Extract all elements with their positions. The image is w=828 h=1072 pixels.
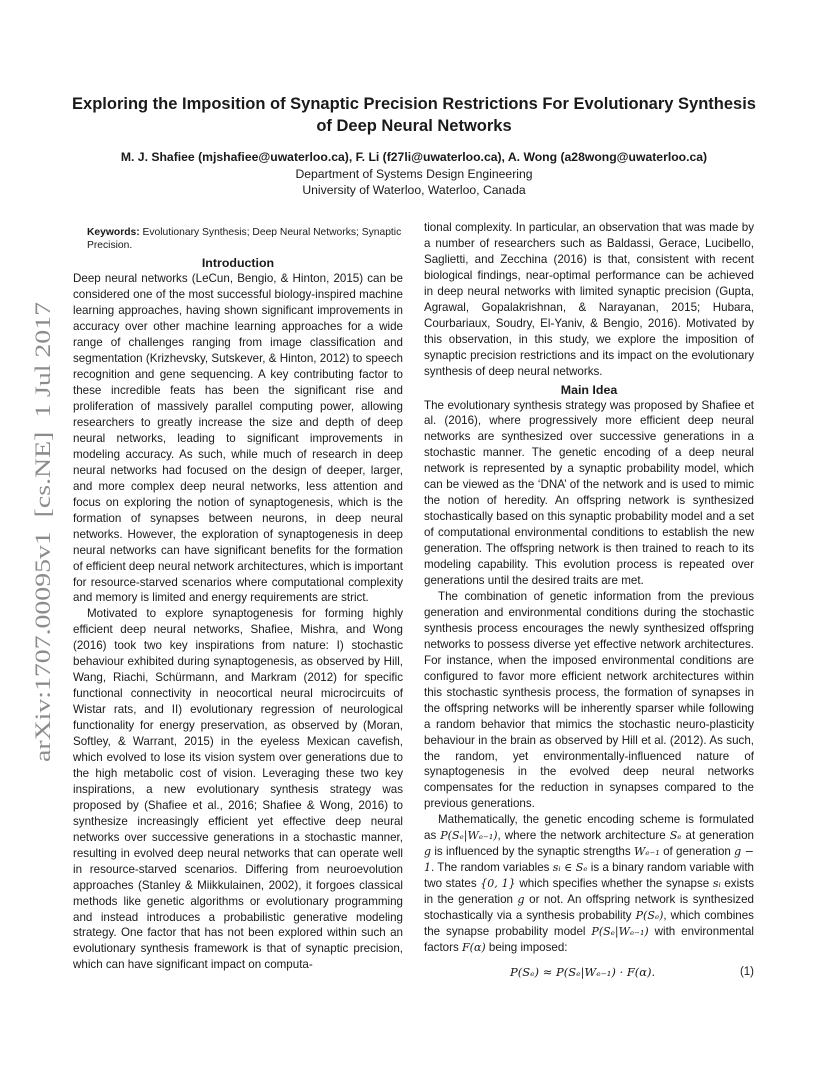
math: P(Sₑ|Wₑ₋₁) [440, 829, 498, 843]
affiliation-university: University of Waterloo, Waterloo, Canada [302, 183, 526, 197]
keywords-label: Keywords: [87, 227, 140, 238]
paragraph: Motivated to explore synaptogenesis for forming highly efficient deep neural networks, Shafiee, Mishra, and Wong (2016) took two key inspirations from nature: I) stochastic behaviour exhibited during synaptogenesis, as observed by Hill, Wang, Riachi, Schürmann, and Markram (2012) for specific functional connectivity in neocortical neural microcircuits of Wistar rats, and II) evolutionary regression of neurological functionality for energy preservation, as observed by (Moran, Softley, & Warrant, 2015) in the eyeless Mexican cavefish, which evolved to lose its vision system over generations due to the high metabolic cost of vision. Leveraging these two key inspirations, a new evolutionary synthesis strategy was proposed by (Shafiee et al., 2016; Shafiee & Wong, 2016) to synthesize increasingly efficient yet effective deep neural networks over successive generations in a stochastic manner, resulting in evolved deep neural networks that can operate well in resource-starved scenarios. Differing from neuroevolution approaches (Stanley & Miikkulainen, 2002), it forgoes classical methods like genetic algorithms or evolutionary programming and instead introduces a probabilistic generative modeling strategy. One factor that has not been explored within such an evolutionary synthesis framework is that of synaptic precision, which can have significant impact on computa- [73, 607, 403, 972]
right-column [424, 220, 754, 984]
text: with environmental factors [424, 924, 754, 954]
keywords-text: Evolutionary Synthesis; Deep Neural Networks; Synaptic Precision. [87, 227, 402, 252]
left-column [73, 220, 403, 973]
author-list: M. J. Shafiee (mjshafiee@uwaterloo.ca), F. Li (f27li@uwaterloo.ca), A. Wong (a28wong@uwaterloo.ca) [120, 150, 708, 164]
math: Wₑ₋₁ [633, 845, 660, 859]
math: g − 1 [424, 845, 754, 875]
paragraph: The combination of genetic information from the previous generation and environmental conditions during the stochastic synthesis process encourages the newly synthesized offspring networks to possess diverse yet effective network architectures. For instance, when the imposed environmental conditions are configured to favor more efficient network architectures within this stochastic synthesis process, the formation of synapses in the offspring networks will be inherently sparser while following a random behavior that mimics the stochastic neuro-plasticity behaviour in the brain as observed by Hill et al. (2012). As such, the random, yet environmentally-influenced nature of synaptogenesis in the evolved deep neural networks compensates for the reduction in synapses compared to the previous generations. [424, 589, 754, 811]
text: , where the network architecture [497, 829, 670, 843]
math: P(Sₑ|Wₑ₋₁) [591, 924, 649, 938]
text: being imposed: [485, 940, 568, 954]
text: is a binary random variable with two states [424, 861, 754, 891]
text: exists in the generation [424, 877, 754, 907]
math: sᵢ [712, 877, 721, 891]
text: . The random variables [431, 861, 553, 875]
equation-body: P(Sₑ) ≈ P(Sₑ|Wₑ₋₁) · F(α). [510, 964, 656, 979]
paragraph: The evolutionary synthesis strategy was proposed by Shafiee et al. (2016), where progressively more efficient deep neural networks are synthesized over successive generations in a stochastic manner. The genetic encoding of a deep neural network is represented by a synaptic probability model, which can be viewed as the ‘DNA’ of the network and is used to mimic the notion of heredity. An offspring network is synthesized stochastically based on this synaptic probability model and a set of computational environmental conditions to establish the new generation. The offspring network is then trained to reach to its modeling capability. This evolution process is repeated over generations until the desired traits are met. [424, 398, 754, 588]
math: P(Sₑ) [635, 909, 664, 923]
text: is influenced by the synaptic strengths [431, 845, 634, 859]
math: g [517, 893, 525, 907]
math-paragraph [424, 812, 754, 956]
text: Mathematically, the genetic encoding scheme is formulated as [424, 813, 754, 843]
math: g [424, 845, 432, 859]
math: sᵢ ∈ Sₑ [552, 861, 588, 875]
text: , which combines the synapse probability model [424, 909, 754, 938]
text: of generation [659, 845, 735, 859]
keywords [87, 226, 403, 252]
paragraph: Deep neural networks (LeCun, Bengio, & Hinton, 2015) can be considered one of the most successful biology-inspired machine learning approaches, having shown significant improvements in accuracy over other machine learning approaches for a wide range of challenges ranging from image classification and segmentation (Krizhevsky, Sutskever, & Hinton, 2012) to speech recognition and gene sequencing. A key contributing factor to these incredible feats has been the significant rise and proliferation of massively parallel computing power, allowing researchers to greatly increase the size and depth of deep neural networks, leading to significant improvements in modeling accuracy. As such, while much of research in deep neural networks had focused on the design of deeper, larger, and more complex deep neural networks, less attention and focus on exploring the notion of synaptogenesis, which is the formation of synapses between neurons, in deep neural networks. However, the exploration of synaptogenesis in deep neural networks can have significant benefits for the formation of efficient deep neural network architectures, which is important for resource-starved scenarios where computational complexity and memory is limited and energy requirements are strict. [73, 272, 403, 605]
math: {0, 1} [480, 877, 516, 891]
section-heading-main-idea: Main Idea [560, 382, 618, 397]
affiliation-department: Department of Systems Design Engineering [295, 167, 533, 181]
math: Sₑ [669, 829, 682, 843]
paper-title: Exploring the Imposition of Synaptic Precision Restrictions For Evolutionary Synthesis of Deep Neural Networks [72, 95, 756, 135]
equation-number: (1) [739, 965, 754, 978]
arxiv-stamp [14, 300, 62, 770]
text: which specifies whether the synapse [515, 877, 713, 891]
paragraph: tional complexity. In particular, an observation that was made by a number of researchers such as Baldassi, Gerace, Lucibello, Saglietti, and Zecchina (2016) is that, consistent with recent biological findings, near-optimal performance can be achieved in deep neural networks with limited synaptic precision (Gupta, Agrawal, Gopalakrishnan, & Narayanan, 2015; Hubara, Courbariaux, Soudry, El-Yaniv, & Bengio, 2016). Motivated by this observation, in this study, we explore the imposition of synaptic precision restrictions and its impact on the evolutionary synthesis of deep neural networks. [424, 221, 754, 378]
equation-1 [424, 962, 754, 984]
section-heading-introduction: Introduction [201, 256, 275, 271]
arxiv-stamp-text: arXiv:1707.00095v1 [cs.NE] 1 Jul 2017 [30, 397, 55, 762]
math: F(α) [462, 940, 486, 954]
text: or not. An offspring network is synthesized stochastically via a synthesis probability [424, 893, 754, 923]
text: at generation [681, 829, 754, 843]
